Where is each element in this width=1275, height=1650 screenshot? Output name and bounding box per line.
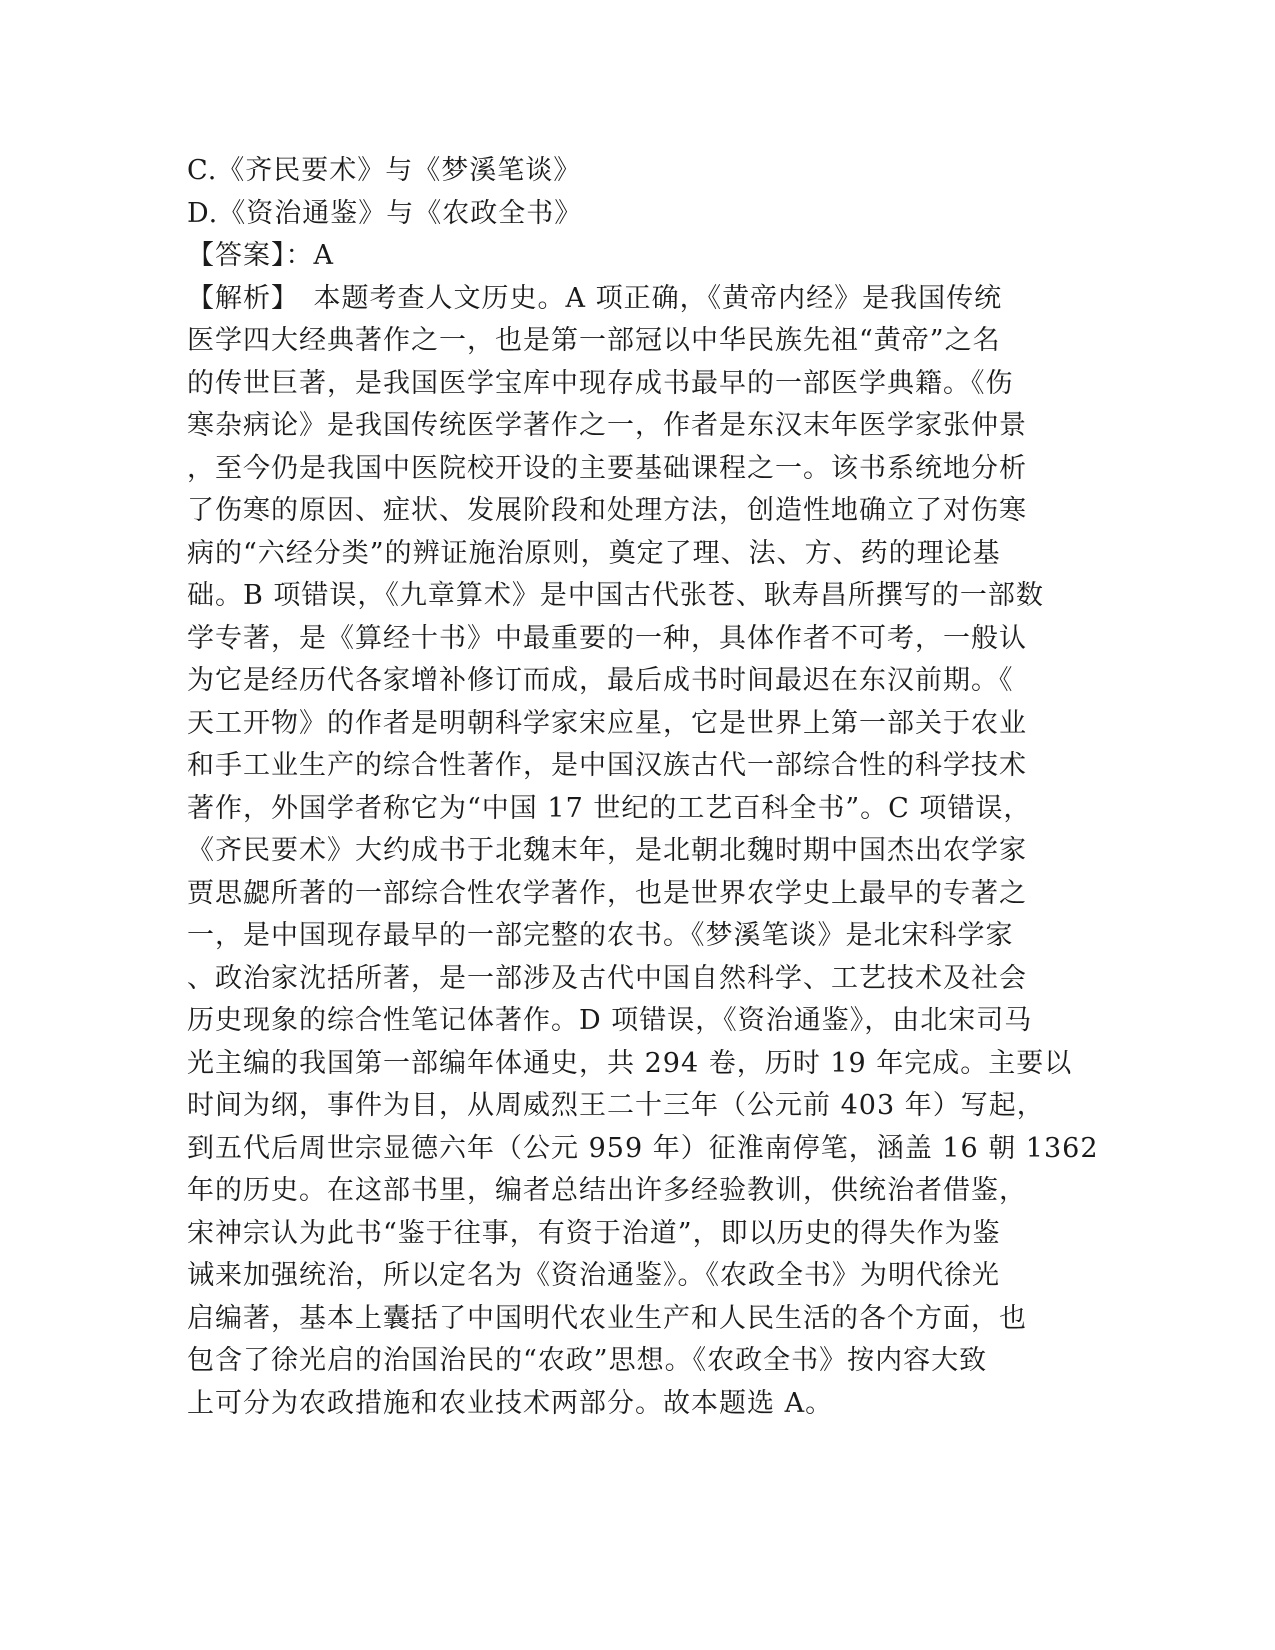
analysis-line: 光主编的我国第一部编年体通史，共 294 卷，历时 19 年完成。主要以 (187, 1047, 1073, 1079)
analysis-line: 了伤寒的原因、症状、发展阶段和处理方法，创造性地确立了对伤寒 (187, 495, 1027, 526)
analysis-line: 础。B 项错误，《九章算术》是中国古代张苍、耿寿昌所撰写的一部数 (187, 580, 1044, 611)
analysis-line: 寒杂病论》是我国传统医学著作之一，作者是东汉末年医学家张仲景 (187, 410, 1027, 441)
analysis-line: 和手工业生产的综合性著作，是中国汉族古代一部综合性的科学技术 (187, 750, 1027, 781)
document-body (187, 150, 1099, 1425)
analysis-line: 著作，外国学者称它为“中国 17 世纪的工艺百科全书”。C 项错误， (187, 792, 1032, 824)
analysis-line: 年的历史。在这部书里，编者总结出许多经验教训，供统治者借鉴， (187, 1175, 1027, 1206)
analysis-line: 包含了徐光启的治国治民的“农政”思想。《农政全书》按内容大致 (187, 1345, 988, 1376)
analysis-line: 启编著，基本上囊括了中国明代农业生产和人民生活的各个方面，也 (187, 1302, 1027, 1334)
analysis-line: 诫来加强统治，所以定名为《资治通鉴》。《农政全书》为明代徐光 (187, 1260, 1000, 1291)
analysis-line: 历史现象的综合性笔记体著作。D 项错误，《资治通鉴》，由北宋司马 (187, 1005, 1033, 1036)
analysis-line: 《齐民要术》大约成书于北魏末年，是北朝北魏时期中国杰出农学家 (187, 835, 1027, 866)
analysis-line: 病的“六经分类”的辨证施治原则，奠定了理、法、方、药的理论基 (187, 537, 1001, 569)
answer-line: 【答案】：A (187, 240, 334, 271)
analysis-line: 上可分为农政措施和农业技术两部分。故本题选 A。 (187, 1387, 834, 1419)
analysis-line: 的传世巨著，是我国医学宝库中现存成书最早的一部医学典籍。《伤 (187, 367, 1014, 399)
analysis-line: 到五代后周世宗显德六年（公元 959 年）征淮南停笔，涵盖 16 朝 1362 (187, 1132, 1099, 1164)
analysis-line: ，至今仍是我国中医院校开设的主要基础课程之一。该书系统地分析 (187, 452, 1027, 484)
analysis-line: 、政治家沈括所著，是一部涉及古代中国自然科学、工艺技术及社会 (187, 962, 1027, 994)
option-d: D.《资治通鉴》与《农政全书》 (187, 197, 583, 229)
analysis-line: 医学四大经典著作之一，也是第一部冠以中华民族先祖“黄帝”之名 (187, 325, 1001, 356)
analysis-line: 学专著，是《算经十书》中最重要的一种，具体作者不可考，一般认 (187, 622, 1027, 654)
analysis-line: 时间为纲，事件为目，从周威烈王二十三年（公元前 403 年）写起， (187, 1090, 1045, 1121)
option-c: C.《齐民要术》与《梦溪笔谈》 (187, 155, 582, 186)
analysis-line: 宋神宗认为此书“鉴于往事，有资于治道”，即以历史的得失作为鉴 (187, 1217, 1001, 1249)
analysis-line: 为它是经历代各家增补修订而成，最后成书时间最迟在东汉前期。《 (187, 665, 1014, 696)
analysis-line: 天工开物》的作者是明朝科学家宋应星，它是世界上第一部关于农业 (187, 707, 1027, 739)
analysis-line: 【解析】 本题考查人文历史。A 项正确，《黄帝内经》是我国传统 (187, 282, 1003, 314)
analysis-line: 贾思勰所著的一部综合性农学著作，也是世界农学史上最早的专著之 (187, 877, 1027, 909)
analysis-line: 一，是中国现存最早的一部完整的农书。《梦溪笔谈》是北宋科学家 (187, 920, 1014, 951)
